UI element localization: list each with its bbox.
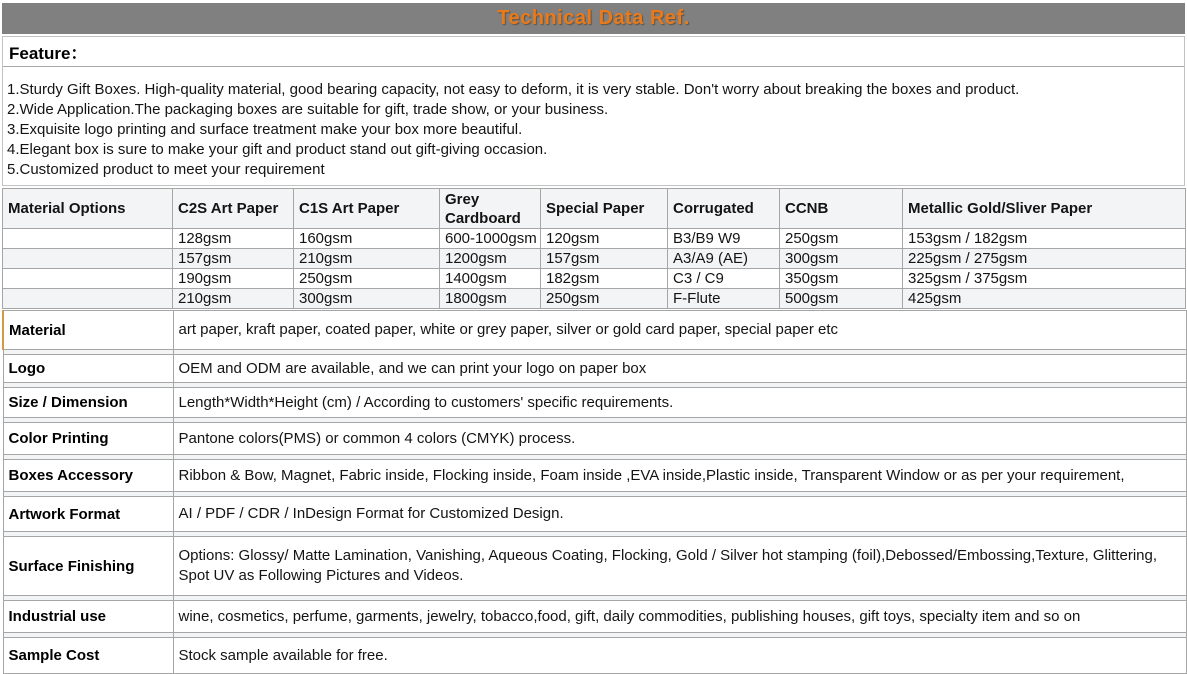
materials-cell: 153gsm / 182gsm [903, 229, 1186, 249]
spec-value: art paper, kraft paper, coated paper, white or grey paper, silver or gold card paper, special paper etc [173, 311, 1186, 350]
materials-header-row [3, 189, 1186, 229]
materials-cell: A3/A9 (AE) [668, 249, 780, 269]
materials-col-header: Corrugated [668, 189, 780, 229]
materials-cell: 128gsm [173, 229, 294, 249]
spec-label: Sample Cost [3, 638, 173, 674]
materials-row [3, 269, 1186, 289]
page-title: Technical Data Ref. [497, 7, 690, 29]
materials-cell: 350gsm [780, 269, 903, 289]
materials-col-header: Material Options [3, 189, 173, 229]
materials-row [3, 249, 1186, 269]
materials-cell [3, 249, 173, 269]
spec-label: Material [3, 311, 173, 350]
materials-col-header: Grey Cardboard [440, 189, 541, 229]
spec-row [3, 497, 1186, 532]
materials-cell [3, 269, 173, 289]
spec-row [3, 638, 1186, 674]
title-bar [2, 3, 1185, 34]
spec-value: Length*Width*Height (cm) / According to customers' specific requirements. [173, 388, 1186, 418]
materials-cell: 157gsm [541, 249, 668, 269]
spec-value: Stock sample available for free. [173, 638, 1186, 674]
spec-row [3, 311, 1186, 350]
spec-value: Ribbon & Bow, Magnet, Fabric inside, Flocking inside, Foam inside ,EVA inside,Plastic inside, Transparent Window or as per your requirement, [173, 460, 1186, 492]
materials-cell: 157gsm [173, 249, 294, 269]
materials-cell: B3/B9 W9 [668, 229, 780, 249]
materials-col-header: Metallic Gold/Sliver Paper [903, 189, 1186, 229]
materials-cell: 250gsm [780, 229, 903, 249]
spec-table [2, 310, 1187, 674]
feature-item-4: 4.Elegant box is sure to make your gift and product stand out gift-giving occasion. [7, 141, 548, 158]
feature-heading-row [3, 37, 1184, 67]
materials-cell: 160gsm [294, 229, 440, 249]
spec-label: Surface Finishing [3, 537, 173, 596]
materials-cell: F-Flute [668, 289, 780, 309]
materials-cell: 325gsm / 375gsm [903, 269, 1186, 289]
spec-label: Size / Dimension [3, 388, 173, 418]
materials-cell: 250gsm [294, 269, 440, 289]
materials-cell: 210gsm [173, 289, 294, 309]
spec-label: Artwork Format [3, 497, 173, 532]
materials-cell: 600-1000gsm [440, 229, 541, 249]
materials-cell: 1400gsm [440, 269, 541, 289]
materials-cell: 225gsm / 275gsm [903, 249, 1186, 269]
materials-cell: 500gsm [780, 289, 903, 309]
spec-row [3, 388, 1186, 418]
spec-row [3, 423, 1186, 455]
spec-label: Logo [3, 355, 173, 383]
materials-row [3, 229, 1186, 249]
materials-col-header: C1S Art Paper [294, 189, 440, 229]
spec-value: OEM and ODM are available, and we can print your logo on paper box [173, 355, 1186, 383]
feature-item-3: 3.Exquisite logo printing and surface treatment make your box more beautiful. [7, 121, 523, 138]
feature-item-1: 1.Sturdy Gift Boxes. High-quality material, good bearing capacity, not easy to deform, it is very stable. Don't worry about breaking the boxes and product. [7, 81, 1020, 98]
spec-value: Pantone colors(PMS) or common 4 colors (CMYK) process. [173, 423, 1186, 455]
materials-cell: 190gsm [173, 269, 294, 289]
materials-cell [3, 229, 173, 249]
spec-row [3, 355, 1186, 383]
feature-item-2: 2.Wide Application.The packaging boxes are suitable for gift, trade show, or your business. [7, 101, 609, 118]
materials-cell: 1200gsm [440, 249, 541, 269]
materials-cell: 300gsm [294, 289, 440, 309]
materials-cell: 1800gsm [440, 289, 541, 309]
spec-value: wine, cosmetics, perfume, garments, jewelry, tobacco,food, gift, daily commodities, publishing houses, gift toys, specialty item and so on [173, 601, 1186, 633]
spec-value: Options: Glossy/ Matte Lamination, Vanishing, Aqueous Coating, Flocking, Gold / Silver hot stamping (foil),Debossed/Embossing,Texture, Glittering, Spot UV as Following Pictures and Videos. [173, 537, 1186, 596]
materials-cell [3, 289, 173, 309]
materials-cell: C3 / C9 [668, 269, 780, 289]
materials-cell: 300gsm [780, 249, 903, 269]
spec-value: AI / PDF / CDR / InDesign Format for Customized Design. [173, 497, 1186, 532]
feature-item-5: 5.Customized product to meet your requirement [7, 161, 325, 178]
materials-cell: 120gsm [541, 229, 668, 249]
spec-row [3, 460, 1186, 492]
spec-label: Industrial use [3, 601, 173, 633]
materials-table [2, 188, 1186, 309]
materials-col-header: C2S Art Paper [173, 189, 294, 229]
spec-row [3, 537, 1186, 596]
materials-cell: 250gsm [541, 289, 668, 309]
spec-label: Color Printing [3, 423, 173, 455]
feature-section [2, 36, 1185, 186]
materials-row [3, 289, 1186, 309]
materials-col-header: Special Paper [541, 189, 668, 229]
spec-row [3, 601, 1186, 633]
feature-list [3, 67, 1184, 185]
materials-cell: 182gsm [541, 269, 668, 289]
materials-cell: 210gsm [294, 249, 440, 269]
spec-label: Boxes Accessory [3, 460, 173, 492]
materials-cell: 425gsm [903, 289, 1186, 309]
materials-col-header: CCNB [780, 189, 903, 229]
feature-heading: Feature： [9, 44, 88, 63]
